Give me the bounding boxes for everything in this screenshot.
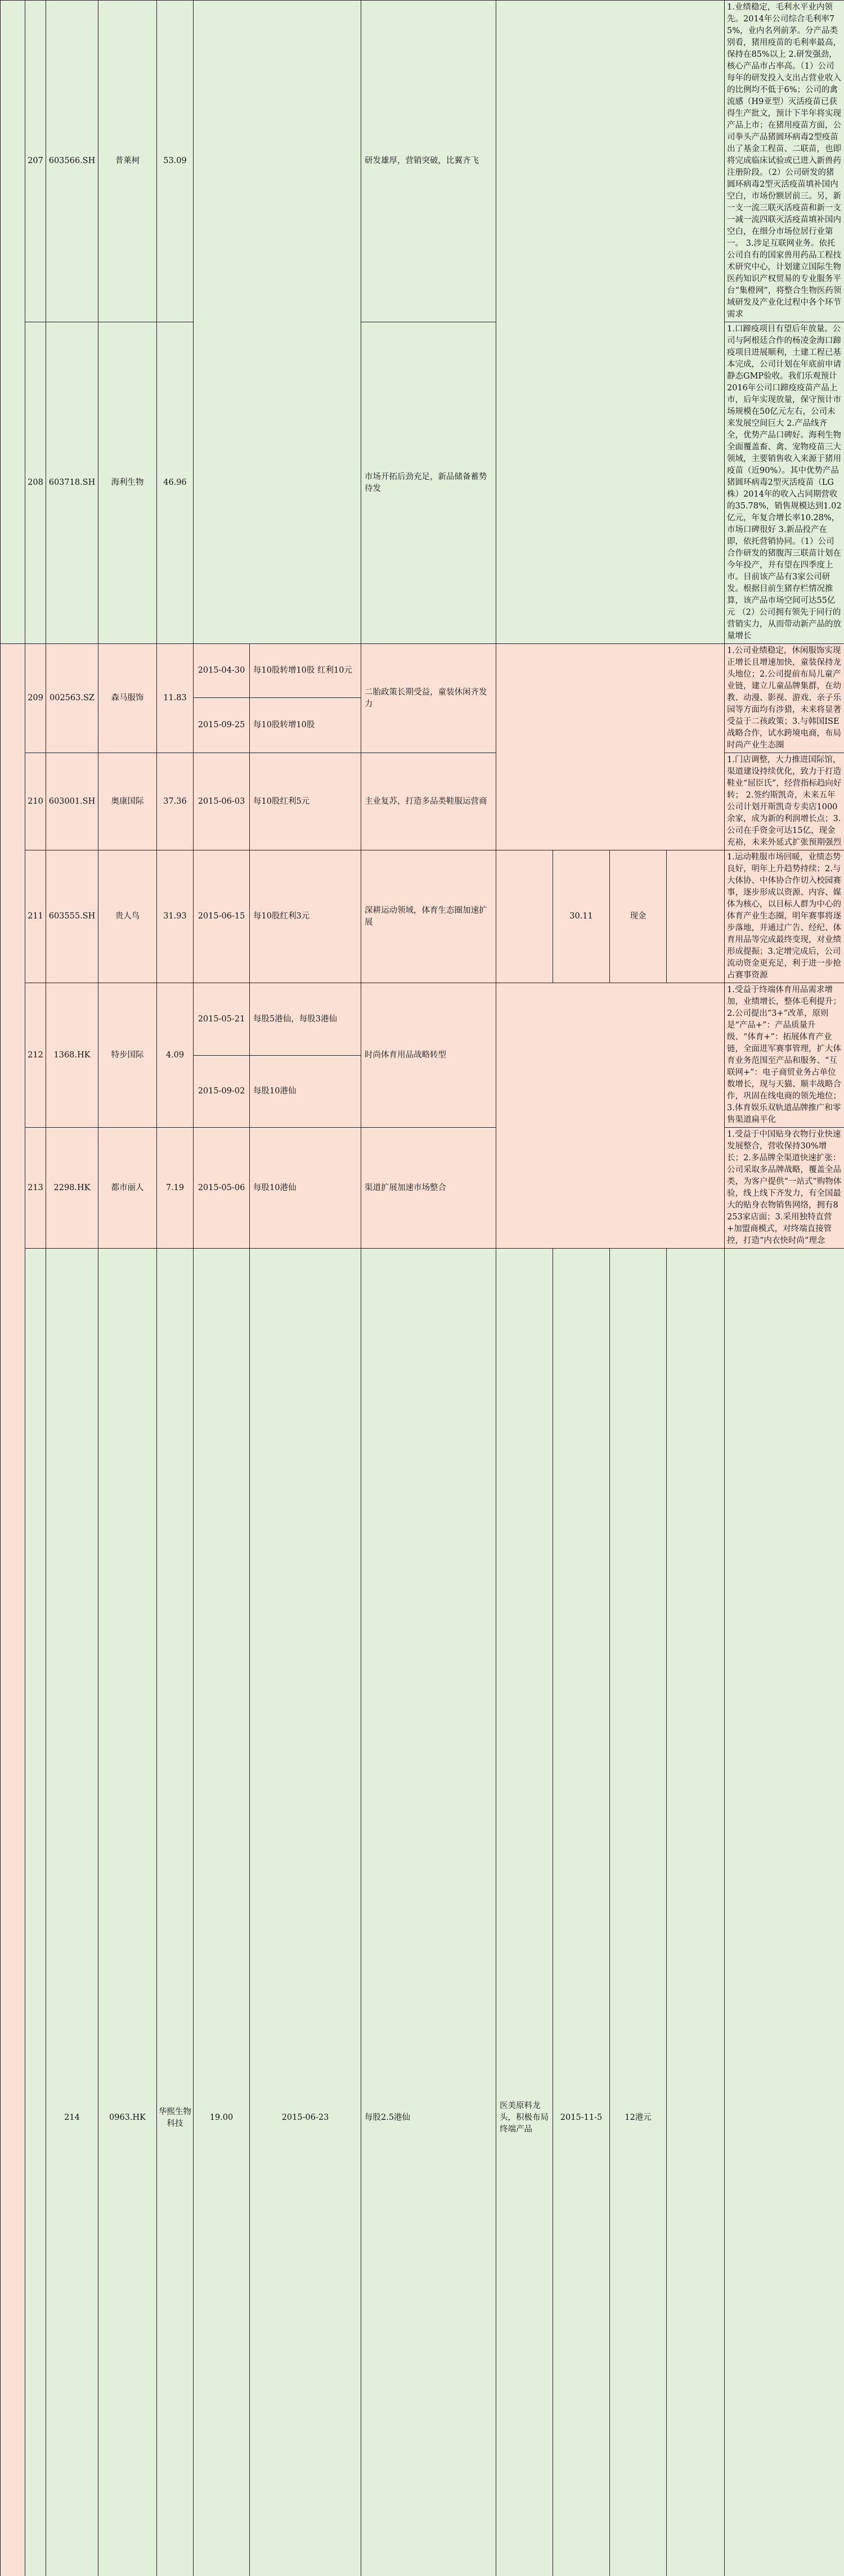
placement-empty — [496, 644, 725, 850]
table-row — [1, 850, 844, 983]
stock-code: 603718.SH — [46, 322, 98, 644]
row-number: 214 — [46, 1249, 98, 2576]
row-number: 209 — [25, 644, 46, 753]
stock-name: 都市丽人 — [98, 1128, 157, 1249]
stock-name: 奥康国际 — [98, 753, 157, 850]
stock-name: 普莱柯 — [98, 1, 157, 322]
investment-theme: 医美原料龙头，积极布局终端产品 — [496, 1249, 553, 2576]
stock-name: 特步国际 — [98, 983, 157, 1128]
investment-note: 1.受益于中国贴身衣物行业快速发展整合，营收保持30%增长；2.多品牌全渠道快速扩张：公司采取多品牌战略，覆盖全品类，为客户提供“一站式”购物体验，线上线下齐发力，有全国最大的贴身衣物销售网络，拥有8253家店面；3.采用独特直营+加盟商模式，对终端直接管控，打造“内衣快时尚”理念 — [725, 1128, 844, 1249]
stock-price: 7.19 — [157, 1128, 194, 1249]
dividend-plan: 每股10港仙 — [250, 1056, 361, 1128]
stock-code: 603566.SH — [46, 1, 98, 322]
dividend-date: 2015-09-02 — [194, 1056, 250, 1128]
placement-extra-empty — [725, 1249, 844, 2576]
stock-name: 华熙生物科技 — [157, 1249, 194, 2576]
stock-code: 1368.HK — [46, 983, 98, 1128]
placement-empty — [496, 983, 725, 1249]
placement-extra-empty — [667, 850, 725, 983]
investment-theme: 渠道扩展加速市场整合 — [361, 1128, 496, 1249]
row-number: 213 — [25, 1128, 46, 1249]
dividend-plan: 每10股红利3元 — [250, 850, 361, 983]
stock-code: 603001.SH — [46, 753, 98, 850]
table-row — [1, 1249, 844, 2576]
placement-date: 2015-11-5 — [553, 1249, 610, 2576]
stock-name: 贵人鸟 — [98, 850, 157, 983]
dividend-date: 2015-05-06 — [194, 1128, 250, 1249]
sector-label — [1, 644, 25, 2576]
row-number: 211 — [25, 850, 46, 983]
investment-note: 1.口蹄疫项目有望后年放量。公司与阿根廷合作的杨凌金海口蹄疫项目进展顺利，土建工程已基本完成，公司计划在年底前申请静态GMP验收。我们乐观预计2016年公司口蹄疫疫苗产品上市，后年实现放量，保守预计市场规模在50亿元左右，公司未来发展空间巨大 2.产品线齐全，优势产品口碑好。海利生物全面覆盖畜、禽、宠物疫苗三大领域，主要销售收入来源于猪用疫苗（近90%）。其中优势产品猪圆环病毒2型灭活疫苗（LG株）2014年的收入占同期营收的35.78%，销售规模达到1.02亿元，年复合增长率10.28%，市场口碑很好 3.新品投产在即，依托营销协同。（1）公司合作研发的猪腹泻三联苗计划在今年投产，并有望在四季度上市。目前该产品有3家公司研发。根据目前生猪存栏情况推算，该产品市场空间可达55亿元 （2）公司拥有领先于同行的营销实力，从而带动新产品的放量增长 — [725, 322, 844, 644]
table-row — [1, 644, 844, 698]
investment-note: 1.门店调整，大力推进国际馆，渠道建设持续优化，致力于打造鞋业“屈臣氏”，经营指标趋向好转； 2.签约斯凯奇，未来五年公司计划开斯凯奇专卖店1000余家，成为新的利润增长点；3.公司在手资金可达15亿，现金充裕，未来外延式扩张预期强烈 — [725, 753, 844, 850]
stock-price: 19.00 — [194, 1249, 250, 2576]
stock-price: 31.93 — [157, 850, 194, 983]
investment-note: 1.公司业绩稳定，休闲服饰实现正增长且增速加快，童装保持龙头地位；2.公司提前布局儿童产业链，建立儿童品牌集群，在幼教、动漫、影视、游戏、亲子乐园等方面均有涉猎，未来将显著受益于二孩政策；3.与韩国ISE战略合作，试水跨境电商，布局时尚产业生态圈 — [725, 644, 844, 753]
dividend-plan: 每股2.5港仙 — [361, 1249, 496, 2576]
dividend-plan: 每10股红利5元 — [250, 753, 361, 850]
investment-note: 1.业绩稳定，毛利水平业内领先。2014年公司综合毛利率75%，业内名列前茅。分产品类别看，猪用疫苗的毛利率最高，保持在85%以上 2.研发强劲，核心产品市占率高。（1）公司每年的研发投入支出占营业收入的比例均不低于6%；公司的禽流感（H9亚型）灭活疫苗已获得生产批文，预计下半年将实现产品上市；在猪用疫苗方面，公司拳头产品猪圆环病毒2型疫苗出了基金工程苗、二联苗，也即将完成临床试验或已进入新兽药注册阶段。（2）公司研发的猪圆环病毒2型灭活疫苗填补国内空白，市场份额居前三。另，新一支一流三联灭活疫苗和新一支一减一流四联灭活疫苗填补国内空白，在细分市场位居行业第一。 3.涉足互联网业务。依托公司自有的国家兽用药品工程技术研究中心，计划建立国际生物医药知识产权贸易的专业服务平台“集橙网”，将整合生物医药领域研发及产业化过程中各个环节需求 — [725, 1, 844, 322]
investment-theme: 市场开拓后劲充足，新品储备蓄势待发 — [361, 322, 496, 644]
stock-price: 53.09 — [157, 1, 194, 322]
row-number: 212 — [25, 983, 46, 1128]
investment-theme: 二胎政策长期受益，童装休闲齐发力 — [361, 644, 496, 753]
dividend-empty — [194, 1, 361, 644]
investment-note: 1.运动鞋服市场回暖，业绩态势良好，明年上升趋势持续；2.与大体协、中体协合作切入校园赛事，逐步形成以资源、内容、媒体为核心，以目标人群为中心的体育产业生态圈，明年赛事将逐步落地，并通过广告、经纪、体育用品等完成最终变现，对业绩形成提振；3.定增完成后，公司流动资金更充足，利于进一步抢占赛事资源 — [725, 850, 844, 983]
placement-type-empty — [667, 1249, 725, 2576]
dividend-date: 2015-04-30 — [194, 644, 250, 698]
dividend-date: 2015-09-25 — [194, 698, 250, 753]
investment-theme: 研发雄厚，营销突破，比翼齐飞 — [361, 1, 496, 322]
stock-code: 002563.SZ — [46, 644, 98, 753]
investment-note: 1.受益于终端体育用品需求增加，业绩增长，整体毛利提升；2.公司提出“3+”改革，原则是“产品+”：产品质量升级、“体育+”：拓展体育产业链，全面进军赛事管理，扩大体育业务范围至产品和服务、“互联网+”：电子商贸业务占单位数增长，现与天猫、顺丰战略合作，巩固在线电商的领先地位；3.体育娱乐双轨道品牌推广和零售渠道扁平化 — [725, 983, 844, 1128]
placement-date-empty — [496, 850, 553, 983]
investment-theme: 深耕运动领域，体育生态圈加速扩展 — [361, 850, 496, 983]
table-row — [1, 983, 844, 1056]
stock-code: 0963.HK — [98, 1249, 157, 2576]
dividend-plan: 每股5港仙，每股3港仙 — [250, 983, 361, 1056]
placement-price: 30.11 — [553, 850, 610, 983]
stock-code: 603555.SH — [46, 850, 98, 983]
investment-theme: 时尚体育用品战略转型 — [361, 983, 496, 1128]
row-number: 207 — [25, 1, 46, 322]
dividend-date: 2015-06-23 — [250, 1249, 361, 2576]
stock-code: 2298.HK — [46, 1128, 98, 1249]
row-number: 208 — [25, 322, 46, 644]
sector-label — [25, 1249, 46, 2576]
dividend-plan: 每股10港仙 — [250, 1128, 361, 1249]
stock-price: 11.83 — [157, 644, 194, 753]
placement-price: 12港元 — [610, 1249, 667, 2576]
row-number: 210 — [25, 753, 46, 850]
dividend-date: 2015-05-21 — [194, 983, 250, 1056]
dividend-plan: 每10股转增10股 红利10元 — [250, 644, 361, 698]
table-row — [1, 1, 844, 322]
stock-name: 森马服饰 — [98, 644, 157, 753]
stock-name: 海利生物 — [98, 322, 157, 644]
sector-cell — [1, 1, 25, 644]
stock-price: 37.36 — [157, 753, 194, 850]
dividend-date: 2015-06-03 — [194, 753, 250, 850]
stock-price: 4.09 — [157, 983, 194, 1128]
dividend-date: 2015-06-15 — [194, 850, 250, 983]
placement-type: 现金 — [610, 850, 667, 983]
dividend-plan: 每10股转增10股 — [250, 698, 361, 753]
investment-theme: 主业复苏，打造多品类鞋服运营商 — [361, 753, 496, 850]
placement-empty — [496, 1, 725, 644]
stock-price: 46.96 — [157, 322, 194, 644]
